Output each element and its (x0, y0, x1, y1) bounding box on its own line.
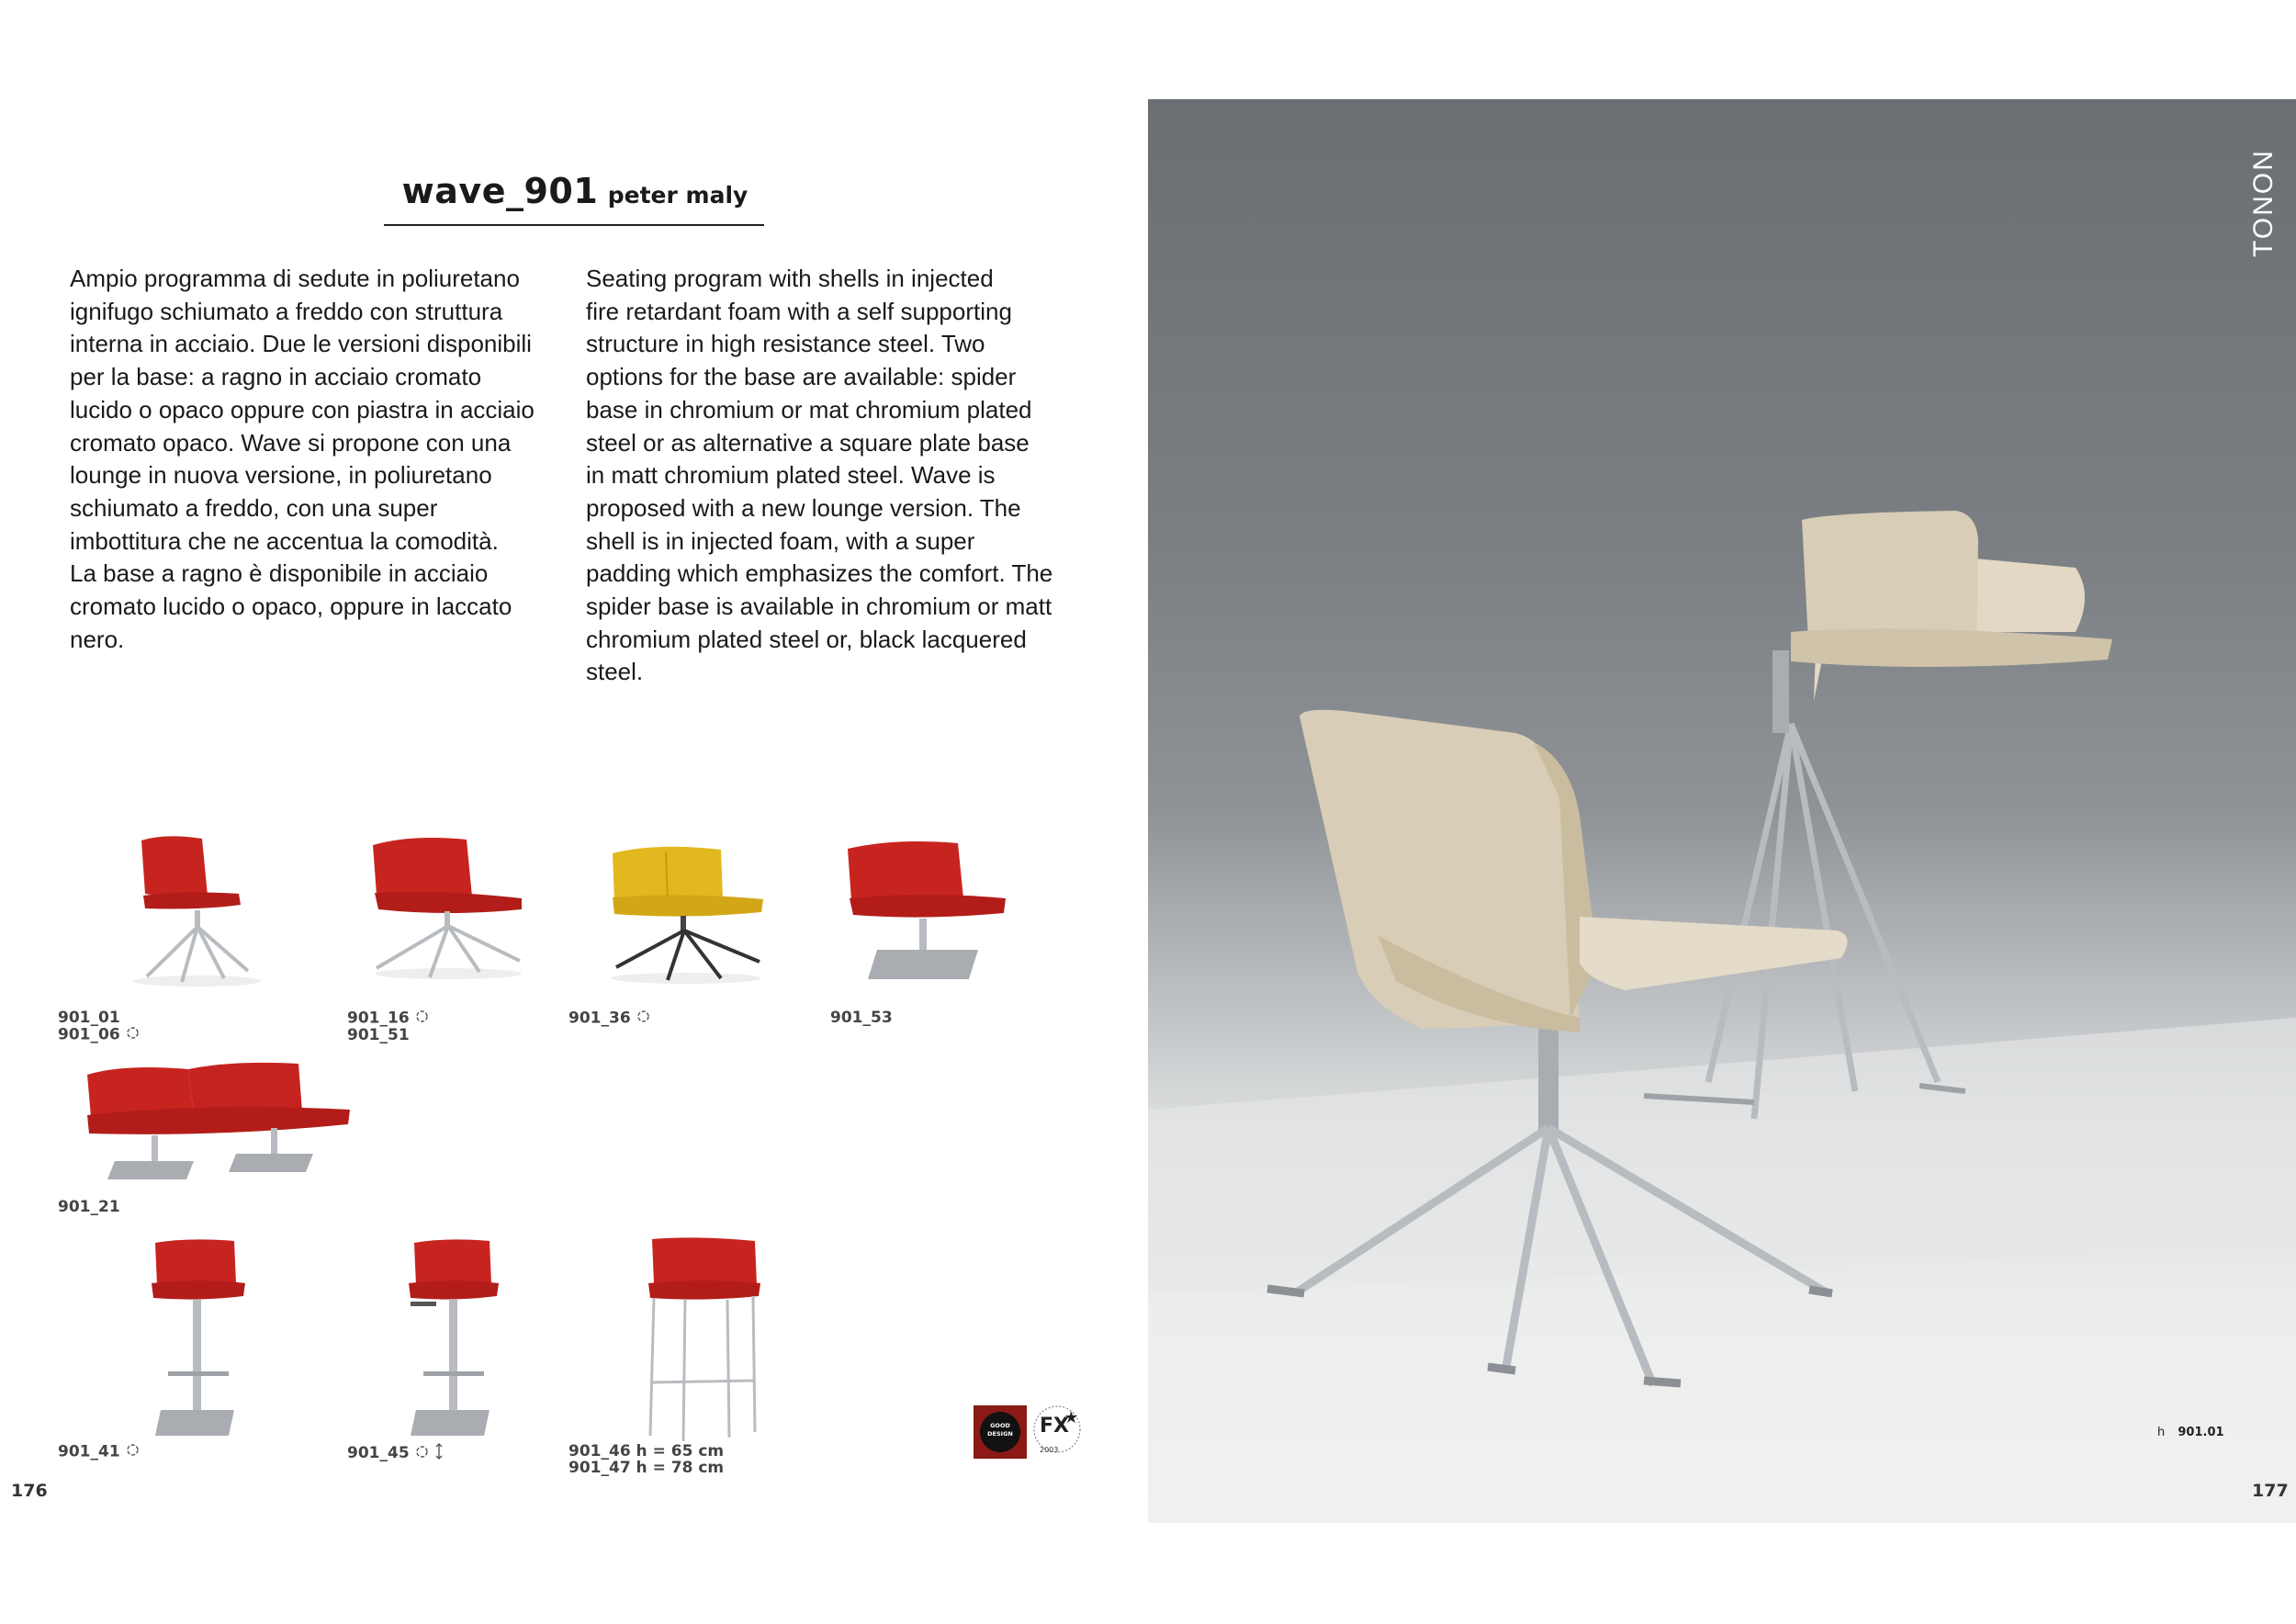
product-code: 901_21 (58, 1198, 120, 1216)
text-line: schiumato a freddo, con una super (70, 493, 438, 522)
text-line: nero. (70, 625, 125, 653)
text-line: padding which emphasizes the comfort. The (586, 559, 1053, 588)
designer-name: peter maly (607, 182, 748, 209)
product-code: 901_53 (830, 1009, 893, 1027)
hero-photo (1148, 99, 2296, 1523)
product-code: 901_16 901_51 (347, 1009, 429, 1043)
photo-caption: h 901.01 (2157, 1426, 2224, 1439)
text-line: interna in acciaio. Due le versioni disponibili (70, 330, 532, 358)
swivel-icon (126, 1026, 140, 1043)
swivel-icon (636, 1009, 650, 1027)
product-image-901-36 (602, 840, 771, 987)
page-number-left: 176 (11, 1481, 48, 1501)
page-title (386, 171, 764, 211)
fx-award-badge: FX 2003 (1030, 1404, 1084, 1460)
text-line: fire retardant foam with a self supporting (586, 297, 1012, 325)
swivel-icon (415, 1009, 429, 1027)
product-image-901-41 (142, 1235, 253, 1442)
text-line: chromium plated steel or, black lacquered (586, 625, 1027, 653)
text-line: Ampio programma di sedute in poliuretano (70, 265, 520, 292)
text-line: Seating program with shells in injected (586, 265, 994, 292)
text-line: cromato opaco. Wave si propone con una (70, 428, 512, 457)
description-italian (70, 263, 566, 656)
product-code: 901_01 901_06 (58, 1009, 140, 1043)
swivel-icon (415, 1445, 429, 1462)
text-line: lounge in nuova versione, in poliuretano (70, 461, 492, 490)
text-line: steel or as alternative a square plate base (586, 428, 1030, 457)
product-image-901-46 (643, 1235, 767, 1442)
model-name: wave_901 (401, 171, 599, 211)
text-line: ignifugo schiumato a freddo con struttura (70, 297, 503, 325)
text-line: cromato lucido o opaco, oppure in laccato (70, 592, 512, 621)
product-image-901-16 (366, 834, 531, 981)
text-line: options for the base are available: spider (586, 363, 1017, 391)
title-underline (384, 224, 764, 226)
product-code: 901_46 h = 65 cm 901_47 h = 78 cm (568, 1442, 725, 1477)
product-code: 901_41 (58, 1443, 140, 1460)
text-line: steel. (586, 658, 644, 686)
text-line: spider base is available in chromium or matt (586, 592, 1052, 621)
product-image-901-53 (840, 834, 1010, 986)
page-number-right: 177 (2252, 1481, 2289, 1501)
text-line: per la base: a ragno in acciaio cromato (70, 363, 482, 391)
product-image-901-45 (398, 1235, 508, 1442)
text-line: lucido o opaco oppure con piastra in acciaio (70, 395, 535, 423)
product-image-901-01 (129, 831, 266, 987)
description-english (586, 263, 1100, 689)
text-line: in matt chromium plated steel. Wave is (586, 461, 996, 490)
product-image-901-21 (78, 1056, 354, 1180)
swivel-icon (126, 1443, 140, 1460)
good-design-badge: GOOD DESIGN (974, 1405, 1027, 1459)
height-adjust-icon (434, 1443, 444, 1463)
brand-logo: TONON (2248, 149, 2279, 257)
product-code: 901_45 (347, 1443, 444, 1463)
text-line: La base a ragno è disponibile in acciaio (70, 559, 489, 588)
text-line: shell is in injected foam, with a super (586, 526, 975, 555)
text-line: proposed with a new lounge version. The (586, 493, 1021, 522)
text-line: structure in high resistance steel. Two (586, 330, 985, 358)
text-line: imbottitura che ne accentua la comodità. (70, 526, 499, 555)
text-line: base in chromium or mat chromium plated (586, 395, 1032, 423)
product-code: 901_36 (568, 1009, 650, 1027)
